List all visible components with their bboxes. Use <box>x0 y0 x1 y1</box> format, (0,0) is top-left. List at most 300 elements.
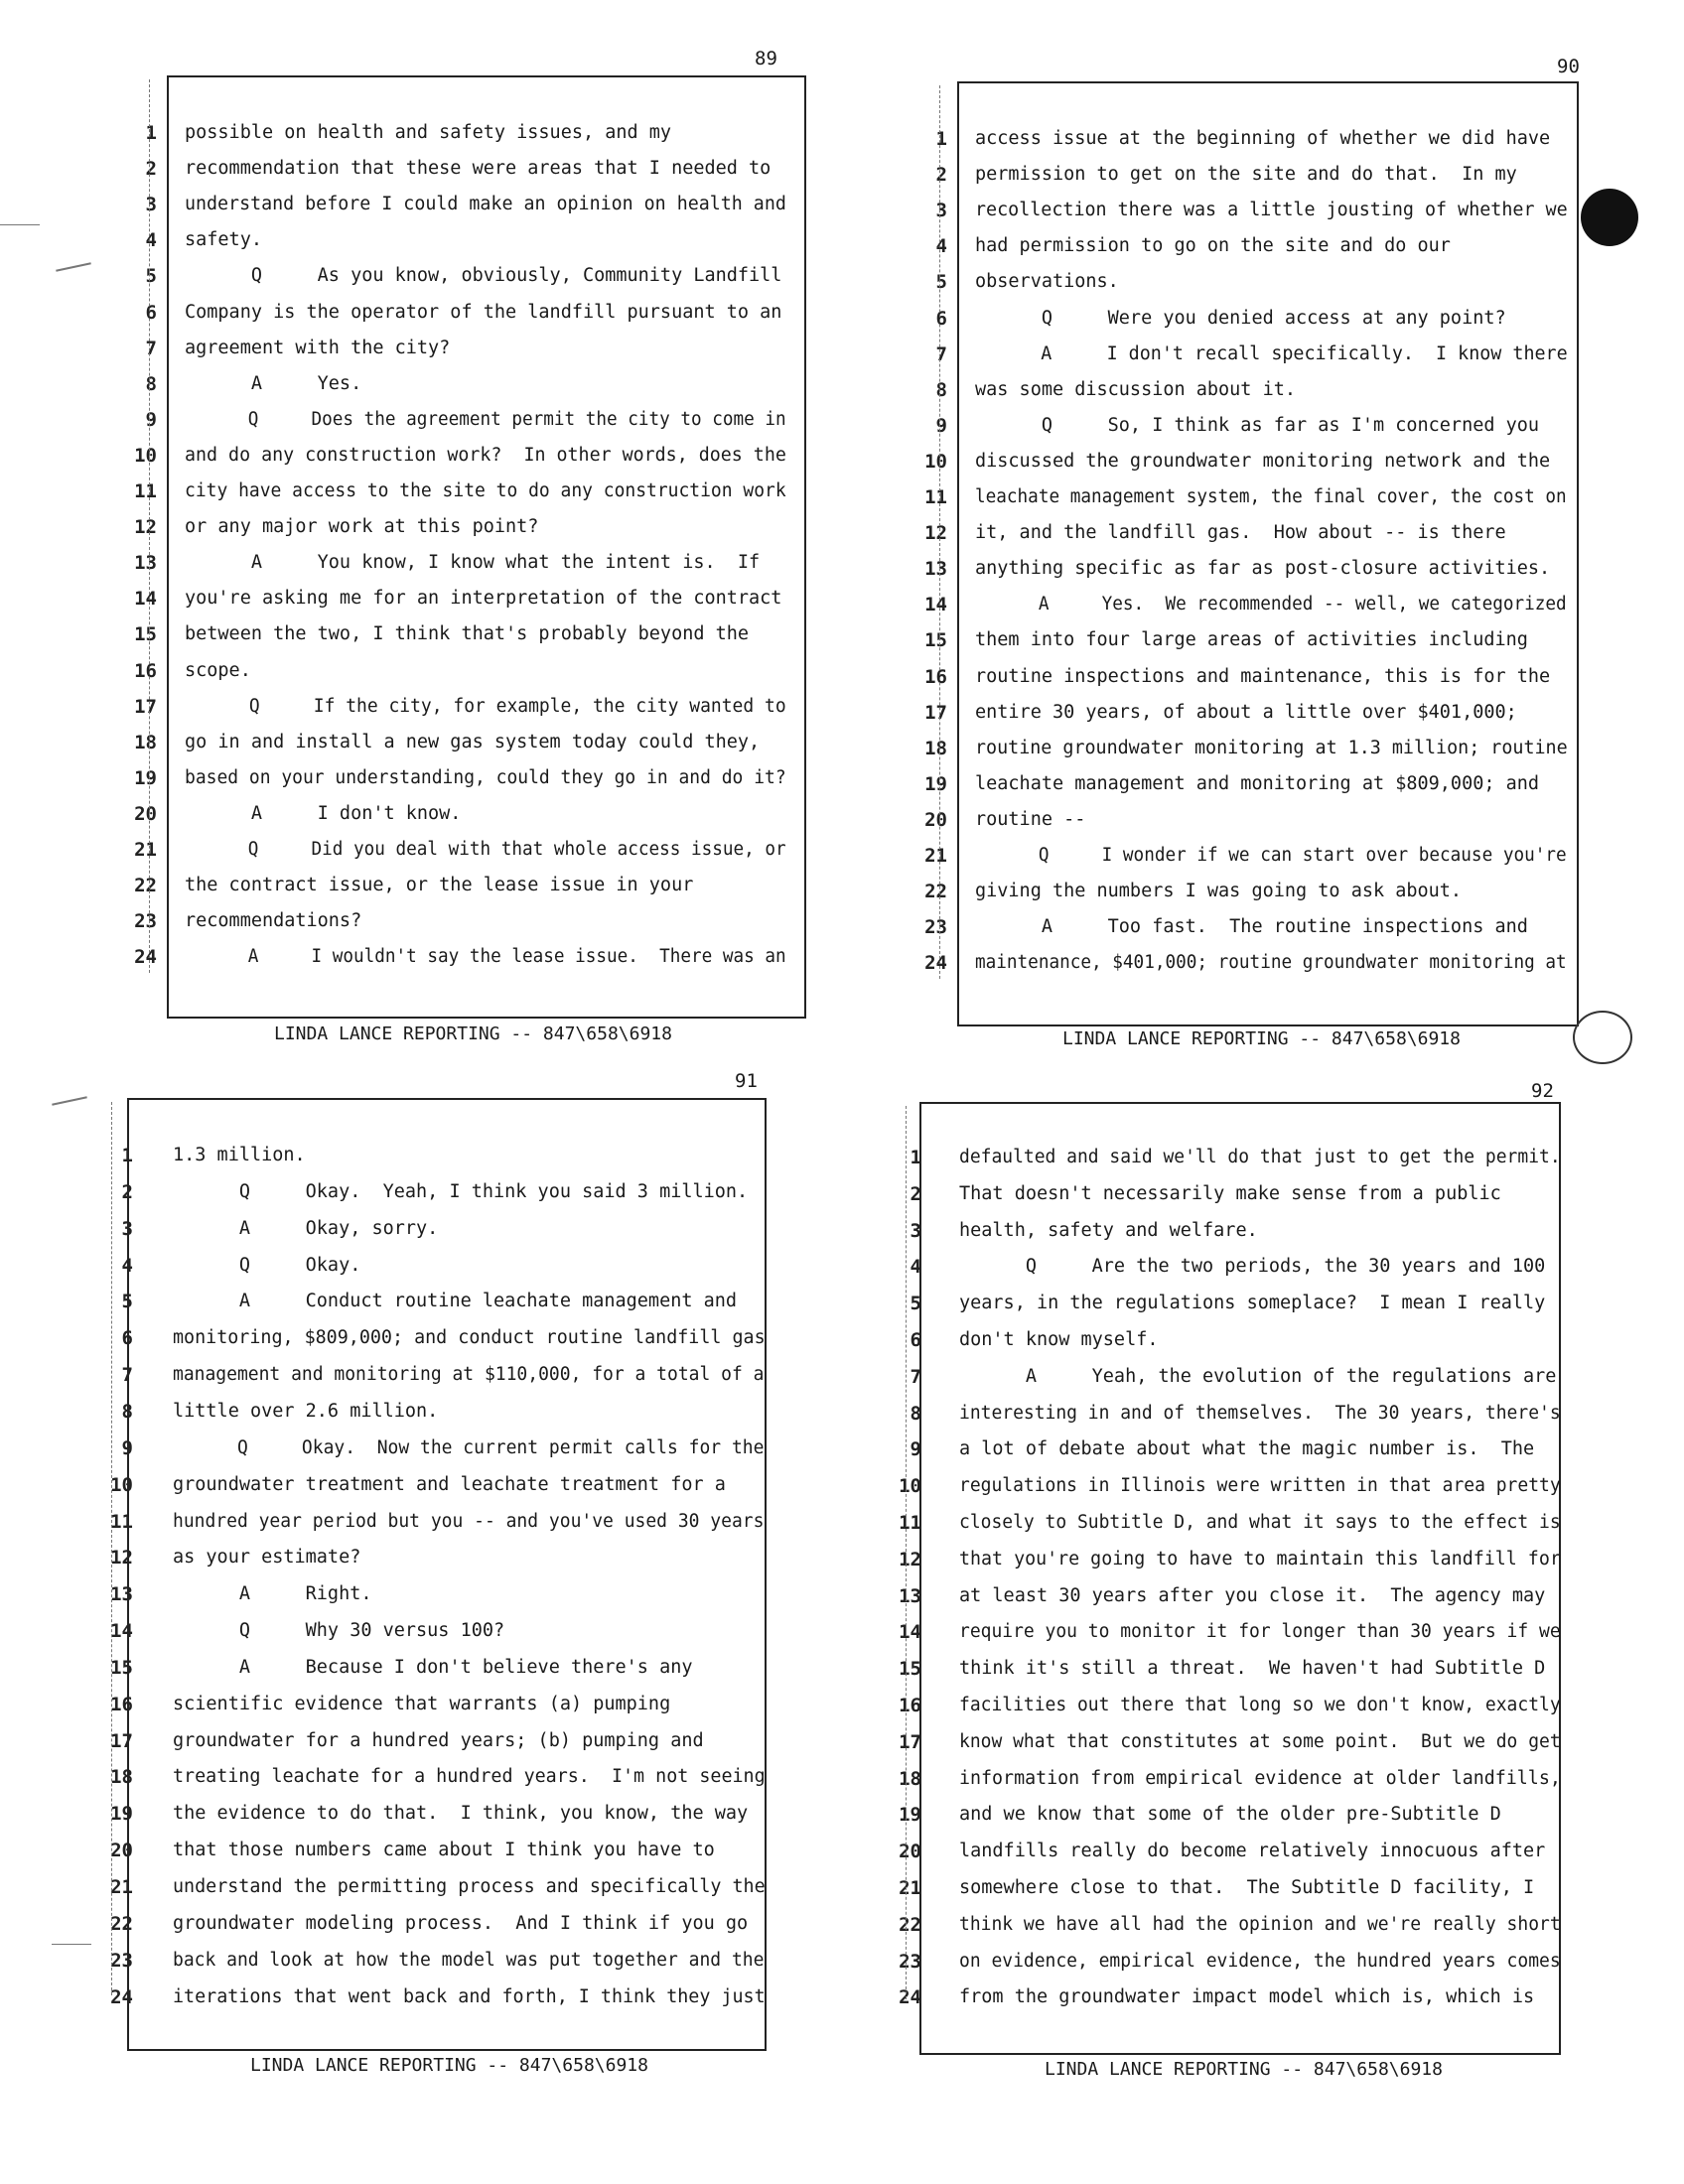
transcript-line <box>107 832 792 868</box>
line-number: 3 <box>145 194 157 216</box>
transcript-line <box>83 1320 766 1356</box>
line-number: 15 <box>924 629 947 652</box>
line-number: 19 <box>899 1804 921 1827</box>
line-number: 14 <box>134 588 157 611</box>
line-text: groundwater for a hundred years; (b) pumping and <box>173 1729 704 1751</box>
line-number: 22 <box>110 1912 133 1935</box>
transcript-line <box>83 1943 765 1979</box>
transcript-line <box>107 295 792 331</box>
margin-rule <box>906 1106 907 1999</box>
transcript-line <box>898 193 1573 228</box>
transcript-line <box>83 1576 759 1612</box>
line-text: the evidence to do that. I think, you know, the way <box>173 1803 749 1825</box>
line-text: anything specific as far as post-closure activities. <box>975 558 1551 580</box>
line-text: A Right. <box>173 1583 372 1605</box>
line-text: city have access to the site to do any construction work <box>185 480 786 501</box>
line-number: 5 <box>910 1293 921 1315</box>
transcript-line <box>107 868 792 903</box>
line-number: 4 <box>145 229 157 252</box>
transcript-lines <box>83 1138 766 2011</box>
line-text: That doesn't necessarily make sense from a public <box>959 1182 1501 1204</box>
transcript-line <box>898 551 1573 587</box>
line-text: closely to Subtitle D, and what it says to the effect is <box>959 1512 1561 1533</box>
line-text: Q Did you deal with that whole access issue, or <box>185 839 786 860</box>
transcript-lines <box>898 121 1573 995</box>
line-text: A Yeah, the evolution of the regulations are <box>959 1365 1557 1387</box>
line-text: Q I wonder if we can start over because you're <box>975 845 1567 866</box>
transcript-line <box>107 725 792 760</box>
line-number: 13 <box>110 1583 133 1606</box>
line-number: 9 <box>145 408 157 431</box>
line-text: landfills really do become relatively innocuous after <box>959 1841 1546 1862</box>
line-text: you're asking me for an interpretation of the contract <box>185 588 782 610</box>
margin-rule <box>149 79 150 973</box>
transcript-line <box>872 1944 1561 1979</box>
line-number: 14 <box>899 1621 921 1644</box>
transcript-line <box>898 337 1573 372</box>
transcript-line <box>898 587 1573 622</box>
line-number: 14 <box>924 594 947 616</box>
transcript-line <box>83 1431 765 1466</box>
line-number: 23 <box>110 1949 133 1972</box>
line-text: giving the numbers I was going to ask about. <box>975 881 1463 902</box>
line-number: 5 <box>121 1291 133 1313</box>
line-number: 22 <box>134 875 157 897</box>
line-number: 14 <box>110 1620 133 1643</box>
line-text: scientific evidence that warrants (a) pumping <box>173 1693 671 1714</box>
line-number: 7 <box>935 342 947 365</box>
margin-rule <box>939 85 940 979</box>
line-text: Q If the city, for example, the city wanted to <box>185 695 786 717</box>
scan-speck <box>52 1944 91 1945</box>
line-text: and do any construction work? In other words, does the <box>185 444 786 466</box>
transcript-line <box>107 760 792 796</box>
line-number: 18 <box>134 731 157 753</box>
line-number: 12 <box>134 516 157 539</box>
transcript-line <box>898 264 1573 300</box>
transcript-line <box>872 1176 1557 1212</box>
line-text: safety. <box>185 229 262 251</box>
line-number: 17 <box>110 1729 133 1752</box>
line-number: 5 <box>935 271 947 294</box>
transcript-line <box>107 366 792 402</box>
transcript-line <box>872 1797 1557 1833</box>
line-number: 17 <box>134 695 157 718</box>
transcript-line <box>107 402 792 438</box>
transcript-line <box>898 802 1573 838</box>
transcript-line <box>872 1979 1557 2015</box>
line-number: 4 <box>910 1256 921 1279</box>
transcript-line <box>107 438 792 474</box>
line-text: little over 2.6 million. <box>173 1400 439 1422</box>
transcript-line <box>107 616 792 652</box>
line-text: A Yes. We recommended -- well, we categorized <box>975 594 1567 615</box>
line-text: treating leachate for a hundred years. I'm not seeing <box>173 1766 766 1788</box>
scan-speck <box>0 224 40 225</box>
transcript-line <box>83 1906 759 1942</box>
line-text: Q Were you denied access at any point? <box>975 307 1506 329</box>
line-text: A Okay, sorry. <box>173 1217 439 1239</box>
line-number: 20 <box>899 1841 921 1863</box>
transcript-line <box>107 187 792 222</box>
line-number: 19 <box>134 766 157 789</box>
line-text: monitoring, $809,000; and conduct routine landfill gas <box>173 1327 766 1349</box>
line-text: interesting in and of themselves. The 30 years, there's <box>959 1402 1561 1424</box>
line-number: 16 <box>110 1693 133 1715</box>
transcript-line <box>872 1359 1557 1395</box>
line-number: 8 <box>145 372 157 395</box>
transcript-line <box>898 515 1573 551</box>
line-number: 13 <box>899 1584 921 1607</box>
line-number: 11 <box>924 486 947 508</box>
line-number: 1 <box>121 1145 133 1166</box>
line-text: was some discussion about it. <box>975 378 1297 400</box>
line-number: 18 <box>899 1767 921 1790</box>
transcript-line <box>83 1869 766 1905</box>
line-number: 9 <box>910 1438 921 1461</box>
transcript-line <box>83 1613 759 1649</box>
line-number: 10 <box>924 450 947 473</box>
line-number: 3 <box>121 1217 133 1240</box>
line-number: 2 <box>910 1182 921 1205</box>
line-number: 11 <box>110 1510 133 1533</box>
margin-rule <box>111 1102 112 1995</box>
transcript-line <box>83 1979 766 2015</box>
transcript-line <box>872 1213 1557 1249</box>
line-number: 21 <box>110 1876 133 1898</box>
line-number: 6 <box>145 301 157 324</box>
line-text: think it's still a threat. We haven't had Subtitle D <box>959 1658 1546 1680</box>
line-text: that those numbers came about I think you have to <box>173 1840 715 1861</box>
line-number: 2 <box>935 164 947 187</box>
line-number: 17 <box>924 701 947 724</box>
transcript-line <box>898 695 1573 731</box>
transcript-line <box>83 1796 759 1832</box>
line-text: iterations that went back and forth, I think they just <box>173 1985 766 2007</box>
transcript-lines <box>107 115 792 989</box>
line-text: hundred year period but you -- and you've used 30 years <box>173 1510 765 1532</box>
transcript-line <box>107 151 792 187</box>
line-text: think we have all had the opinion and we're really short <box>959 1913 1561 1935</box>
line-number: 4 <box>121 1254 133 1277</box>
transcript-line <box>83 1394 759 1430</box>
line-text: Company is the operator of the landfill pursuant to an <box>185 301 782 323</box>
line-text: as your estimate? <box>173 1547 361 1569</box>
line-number: 11 <box>899 1512 921 1534</box>
transcript-line <box>83 1284 759 1319</box>
line-number: 21 <box>924 845 947 867</box>
line-number: 13 <box>134 552 157 575</box>
transcript-line <box>83 1650 759 1686</box>
transcript-line <box>898 228 1573 264</box>
line-number: 11 <box>134 480 157 502</box>
transcript-line <box>898 121 1573 157</box>
line-text: at least 30 years after you close it. The agency may <box>959 1584 1546 1606</box>
line-number: 24 <box>924 952 947 975</box>
line-text: that you're going to have to maintain this landfill for <box>959 1548 1561 1570</box>
line-text: information from empirical evidence at older landfills, <box>959 1767 1561 1789</box>
punch-hole-icon <box>1581 189 1638 246</box>
line-text: routine -- <box>975 808 1086 830</box>
reporter-footer: LINDA LANCE REPORTING -- 847\658\6918 <box>1062 1028 1461 1049</box>
line-number: 10 <box>134 444 157 467</box>
line-number: 9 <box>935 414 947 437</box>
line-number: 24 <box>899 1986 921 2009</box>
line-text: somewhere close to that. The Subtitle D facility, I <box>959 1877 1535 1898</box>
line-number: 23 <box>134 910 157 933</box>
line-number: 2 <box>145 158 157 181</box>
line-text: don't know myself. <box>959 1329 1159 1350</box>
line-number: 1 <box>910 1147 921 1168</box>
transcript-line <box>107 903 792 939</box>
line-text: A I don't recall specifically. I know there <box>975 342 1568 364</box>
line-number: 13 <box>924 558 947 581</box>
line-text: recommendation that these were areas that I needed to <box>185 158 772 180</box>
transcript-line <box>83 1248 759 1284</box>
line-number: 22 <box>924 881 947 903</box>
line-text: leachate management and monitoring at $809,000; and <box>975 772 1540 794</box>
transcript-line <box>83 1504 765 1540</box>
line-text: and we know that some of the older pre-Subtitle D <box>959 1804 1501 1826</box>
transcript-line <box>83 1174 759 1210</box>
line-text: it, and the landfill gas. How about -- is there <box>975 522 1506 544</box>
line-text: back and look at how the model was put together and the <box>173 1949 765 1971</box>
line-text: routine groundwater monitoring at 1.3 million; routine <box>975 737 1568 758</box>
line-text: based on your understanding, could they go in and do it? <box>185 766 786 788</box>
page-number: 89 <box>755 48 777 69</box>
transcript-line <box>872 1614 1561 1650</box>
line-text: years, in the regulations someplace? I mean I really <box>959 1293 1546 1314</box>
transcript-line <box>83 1759 766 1795</box>
line-text: management and monitoring at $110,000, for a total of a <box>173 1364 765 1386</box>
transcript-line <box>872 1286 1557 1321</box>
line-number: 24 <box>134 946 157 969</box>
line-number: 1 <box>145 122 157 144</box>
transcript-line <box>898 874 1573 909</box>
transcript-line <box>898 408 1573 444</box>
line-text: maintenance, $401,000; routine groundwater monitoring at <box>975 952 1567 974</box>
transcript-line <box>872 1432 1557 1467</box>
line-number: 21 <box>134 839 157 861</box>
transcript-line <box>898 838 1573 874</box>
line-text: require you to monitor it for longer than 30 years if we <box>959 1621 1561 1643</box>
line-text: Q Okay. Now the current permit calls for the <box>173 1436 765 1458</box>
line-number: 21 <box>899 1877 921 1899</box>
transcript-line <box>872 1578 1557 1614</box>
line-text: observations. <box>975 271 1119 293</box>
transcript-line <box>107 939 792 975</box>
reporter-footer: LINDA LANCE REPORTING -- 847\658\6918 <box>1045 2059 1443 2080</box>
line-text: health, safety and welfare. <box>959 1219 1258 1241</box>
transcript-line <box>872 1724 1561 1760</box>
line-text: the contract issue, or the lease issue in your <box>185 875 694 896</box>
transcript-line <box>898 766 1573 802</box>
line-number: 20 <box>924 808 947 831</box>
line-number: 24 <box>110 1985 133 2008</box>
transcript-line <box>898 444 1573 479</box>
line-number: 7 <box>121 1364 133 1387</box>
transcript-line <box>898 479 1573 515</box>
transcript-line <box>898 372 1573 408</box>
transcript-line <box>872 1468 1561 1504</box>
transcript-line <box>107 581 792 616</box>
transcript-line <box>872 1505 1561 1541</box>
transcript-line <box>107 796 792 832</box>
line-text: Q So, I think as far as I'm concerned you <box>975 414 1540 436</box>
line-text: groundwater modeling process. And I think if you go <box>173 1912 749 1934</box>
transcript-line <box>872 1907 1561 1943</box>
line-number: 18 <box>110 1766 133 1789</box>
transcript-line <box>107 258 792 294</box>
transcript-line <box>872 1870 1557 1906</box>
transcript-line <box>83 1833 759 1868</box>
line-text: Q Why 30 versus 100? <box>173 1620 505 1642</box>
page-number: 92 <box>1531 1080 1554 1102</box>
line-text: between the two, I think that's probably beyond the <box>185 623 750 645</box>
line-text: Q Does the agreement permit the city to come in <box>185 408 786 430</box>
line-text: facilities out there that long so we don't know, exactly <box>959 1695 1561 1715</box>
line-number: 12 <box>924 522 947 545</box>
line-text: them into four large areas of activities including <box>975 629 1528 651</box>
transcript-line <box>898 731 1573 766</box>
line-text: access issue at the beginning of whether we did have <box>975 128 1551 149</box>
line-text: discussed the groundwater monitoring network and the <box>975 450 1551 472</box>
transcript-line <box>872 1688 1561 1723</box>
line-text: A You know, I know what the intent is. If <box>185 552 761 574</box>
line-number: 3 <box>910 1219 921 1242</box>
line-text: A I wouldn't say the lease issue. There was an <box>185 946 786 968</box>
line-number: 19 <box>110 1803 133 1826</box>
line-number: 16 <box>134 659 157 682</box>
transcript-line <box>872 1249 1557 1285</box>
line-text: recommendations? <box>185 910 362 932</box>
line-number: 8 <box>935 378 947 401</box>
transcript-line <box>898 301 1573 337</box>
transcript-line <box>107 545 792 581</box>
line-text: understand the permitting process and specifically the <box>173 1876 766 1897</box>
line-text: 1.3 million. <box>173 1145 306 1165</box>
transcript-line <box>83 1138 759 1173</box>
transcript-lines <box>872 1140 1561 2013</box>
line-text: understand before I could make an opinion on health and <box>185 194 786 215</box>
reporter-footer: LINDA LANCE REPORTING -- 847\658\6918 <box>274 1024 672 1044</box>
line-number: 20 <box>110 1840 133 1862</box>
line-text: A I don't know. <box>185 802 462 824</box>
line-number: 15 <box>134 623 157 646</box>
line-number: 1 <box>935 128 947 150</box>
line-text: leachate management system, the final cover, the cost on <box>975 486 1567 507</box>
transcript-line <box>107 653 792 689</box>
line-text: possible on health and safety issues, and my <box>185 122 672 143</box>
line-number: 7 <box>145 337 157 359</box>
line-number: 5 <box>145 265 157 288</box>
scan-speck <box>52 1096 87 1105</box>
line-number: 22 <box>899 1913 921 1936</box>
line-number: 10 <box>110 1473 133 1496</box>
transcript-line <box>107 689 792 725</box>
transcript-line <box>83 1467 759 1503</box>
transcript-line <box>107 222 792 258</box>
line-number: 12 <box>110 1547 133 1570</box>
line-number: 7 <box>910 1365 921 1388</box>
transcript-line <box>83 1723 759 1759</box>
transcript-line <box>83 1211 759 1247</box>
line-text: permission to get on the site and do that. In my <box>975 164 1517 186</box>
line-text: defaulted and said we'll do that just to get the permit. <box>959 1147 1561 1167</box>
page-number: 91 <box>735 1070 758 1092</box>
line-text: A Yes. <box>185 372 362 394</box>
line-text: or any major work at this point? <box>185 516 539 538</box>
line-text: Q Okay. Yeah, I think you said 3 million. <box>173 1180 749 1202</box>
line-text: scope. <box>185 659 251 681</box>
line-text: Q Okay. <box>173 1254 361 1276</box>
line-text: on evidence, empirical evidence, the hundred years comes <box>959 1950 1561 1972</box>
line-text: regulations in Illinois were written in that area pretty <box>959 1475 1561 1497</box>
line-text: A Because I don't believe there's any <box>173 1656 693 1678</box>
transcript-line <box>83 1357 765 1393</box>
transcript-line <box>107 115 792 151</box>
line-text: groundwater treatment and leachate treatment for a <box>173 1473 726 1495</box>
line-text: A Too fast. The routine inspections and <box>975 916 1528 938</box>
line-number: 12 <box>899 1548 921 1570</box>
line-number: 8 <box>910 1402 921 1425</box>
transcript-line <box>107 474 792 509</box>
transcript-line <box>898 622 1573 658</box>
transcript-line <box>872 1322 1557 1358</box>
line-text: recollection there was a little jousting of whether we <box>975 200 1568 221</box>
line-text: Q As you know, obviously, Community Landfill <box>185 265 782 287</box>
line-text: from the groundwater impact model which is, which is <box>959 1986 1535 2008</box>
transcript-line <box>83 1687 759 1722</box>
line-text: routine inspections and maintenance, this is for the <box>975 665 1551 687</box>
transcript-line <box>872 1651 1557 1687</box>
transcript-line <box>898 909 1573 945</box>
line-number: 10 <box>899 1475 921 1498</box>
transcript-line <box>872 1834 1557 1869</box>
transcript-line <box>107 509 792 545</box>
line-number: 6 <box>910 1329 921 1351</box>
transcript-line <box>107 331 792 366</box>
punch-hole-outline-icon <box>1573 1011 1632 1064</box>
scan-speck <box>56 262 91 271</box>
line-number: 6 <box>935 307 947 330</box>
transcript-line <box>898 157 1573 193</box>
transcript-line <box>898 945 1573 981</box>
page-number: 90 <box>1557 56 1580 77</box>
transcript-line <box>898 659 1573 695</box>
line-number: 16 <box>924 665 947 688</box>
line-number: 9 <box>121 1436 133 1459</box>
transcript-line <box>872 1542 1561 1577</box>
line-number: 18 <box>924 737 947 759</box>
line-text: A Conduct routine leachate management and <box>173 1291 738 1312</box>
transcript-line <box>83 1540 759 1575</box>
line-number: 8 <box>121 1400 133 1423</box>
line-number: 4 <box>935 235 947 258</box>
transcript-line <box>872 1761 1561 1797</box>
line-number: 20 <box>134 802 157 825</box>
transcript-line <box>872 1396 1561 1432</box>
line-text: entire 30 years, of about a little over $401,000; <box>975 701 1517 723</box>
line-text: a lot of debate about what the magic number is. The <box>959 1438 1535 1460</box>
line-number: 17 <box>899 1730 921 1753</box>
reporter-footer: LINDA LANCE REPORTING -- 847\658\6918 <box>250 2055 648 2076</box>
line-number: 19 <box>924 772 947 795</box>
transcript-line <box>872 1140 1561 1175</box>
line-number: 15 <box>110 1656 133 1679</box>
line-number: 3 <box>935 200 947 222</box>
line-number: 23 <box>924 916 947 939</box>
